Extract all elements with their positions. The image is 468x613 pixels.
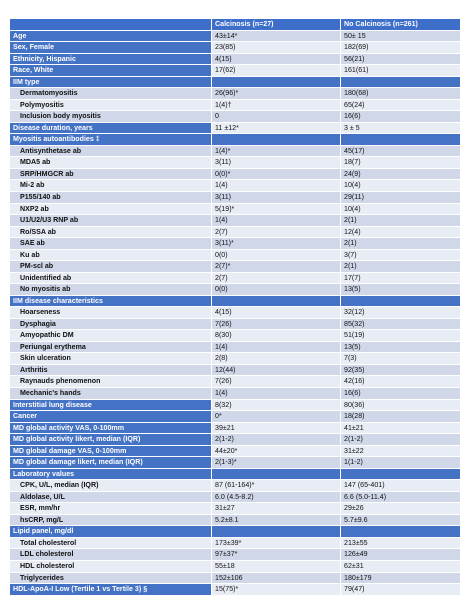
- cell-calcinosis: 0(0)*: [211, 169, 340, 180]
- cell-no-calcinosis: 10(4): [340, 204, 460, 215]
- cell-no-calcinosis: 45(17): [340, 146, 460, 157]
- row-label: No myositis ab: [20, 285, 71, 294]
- cell-no-calcinosis: 180±179: [340, 573, 460, 584]
- row-label: NXP2 ab: [20, 204, 49, 213]
- cell-no-calcinosis: 182(69): [340, 42, 460, 53]
- table-row: [10, 457, 460, 469]
- cell-calcinosis: 8(32): [211, 400, 340, 411]
- cell-no-calcinosis: 10(4): [340, 180, 460, 191]
- cell-no-calcinosis: 2(1): [340, 261, 460, 272]
- cell-no-calcinosis: 180(68): [340, 88, 460, 99]
- row-label: Cancer: [10, 411, 211, 422]
- cell-calcinosis: 12(44): [211, 365, 340, 376]
- table-row: [10, 319, 460, 331]
- table-row: [10, 584, 460, 596]
- cell-no-calcinosis: 24(9): [340, 169, 460, 180]
- cell-calcinosis: 4(15): [211, 307, 340, 318]
- table-row: [10, 515, 460, 527]
- row-label: Raynauds phenomenon: [20, 377, 101, 386]
- cell-calcinosis: 4(15): [211, 54, 340, 65]
- row-label: Ku ab: [20, 250, 40, 259]
- table-row: [10, 411, 460, 423]
- cell-calcinosis: 1(4)*: [211, 146, 340, 157]
- row-label: Disease duration, years: [10, 123, 211, 134]
- cell-no-calcinosis: [340, 526, 460, 537]
- cell-calcinosis: 2(1-3)*: [211, 457, 340, 468]
- table-row: [10, 123, 460, 135]
- cell-calcinosis: 3(11): [211, 157, 340, 168]
- cell-no-calcinosis: 13(5): [340, 342, 460, 353]
- cell-calcinosis: 43±14*: [211, 31, 340, 42]
- row-label: LDL cholesterol: [20, 550, 74, 559]
- row-label: ESR, mm/hr: [20, 504, 61, 513]
- table-row: [10, 250, 460, 262]
- row-label: Dysphagia: [20, 319, 56, 328]
- row-label: Mi-2 ab: [20, 181, 45, 190]
- table-body: [10, 31, 460, 596]
- table-row: [10, 353, 460, 365]
- table-row: [10, 503, 460, 515]
- row-label: SRP/HMGCR ab: [20, 169, 74, 178]
- row-label: MD global activity likert, median (IQR): [10, 434, 211, 445]
- cell-calcinosis: 5.2±8.1: [211, 515, 340, 526]
- cell-calcinosis: 1(4): [211, 215, 340, 226]
- cell-calcinosis: 0*: [211, 411, 340, 422]
- cell-calcinosis: 173±39*: [211, 538, 340, 549]
- row-label: MD global activity VAS, 0-100mm: [10, 423, 211, 434]
- table-row: [10, 307, 460, 319]
- characteristics-table: [10, 19, 460, 596]
- cell-no-calcinosis: 32(12): [340, 307, 460, 318]
- cell-no-calcinosis: 147 (65-401): [340, 480, 460, 491]
- table-row: [10, 157, 460, 169]
- cell-no-calcinosis: 65(24): [340, 100, 460, 111]
- cell-calcinosis: [211, 77, 340, 88]
- cell-calcinosis: 44±20*: [211, 446, 340, 457]
- table-row: [10, 42, 460, 54]
- cell-no-calcinosis: 16(6): [340, 388, 460, 399]
- cell-no-calcinosis: 62±31: [340, 561, 460, 572]
- cell-calcinosis: 2(1-2): [211, 434, 340, 445]
- header-cell-calcinosis: Calcinosis (n=27): [211, 19, 340, 30]
- table-row: [10, 330, 460, 342]
- row-label: hsCRP, mg/L: [20, 515, 64, 524]
- table-row: [10, 54, 460, 66]
- header-cell-label: [10, 19, 211, 30]
- row-label: Mechanic's hands: [20, 389, 81, 397]
- cell-calcinosis: 2(7): [211, 227, 340, 238]
- cell-calcinosis: 15(75)*: [211, 584, 340, 595]
- cell-calcinosis: 23(85): [211, 42, 340, 53]
- table-row: [10, 423, 460, 435]
- section-row: [10, 469, 460, 481]
- cell-no-calcinosis: [340, 134, 460, 145]
- table-row: [10, 549, 460, 561]
- cell-calcinosis: 6.0 (4.5-8.2): [211, 492, 340, 503]
- table-row: [10, 31, 460, 43]
- cell-no-calcinosis: 80(36): [340, 400, 460, 411]
- cell-no-calcinosis: 213±55: [340, 538, 460, 549]
- table-row: [10, 480, 460, 492]
- row-label: Age: [10, 31, 211, 42]
- cell-no-calcinosis: 79(47): [340, 584, 460, 595]
- table-row: [10, 376, 460, 388]
- cell-no-calcinosis: 3(7): [340, 250, 460, 261]
- cell-calcinosis: 1(4): [211, 180, 340, 191]
- row-label: P155/140 ab: [20, 192, 61, 201]
- row-label: Unidentified ab: [20, 273, 72, 282]
- row-label: Skin ulceration: [20, 354, 71, 363]
- cell-calcinosis: [211, 526, 340, 537]
- cell-no-calcinosis: 6.6 (5.0-11.4): [340, 492, 460, 503]
- row-label: Polymyositis: [20, 100, 64, 109]
- row-label: Sex, Female: [10, 42, 211, 53]
- cell-no-calcinosis: 2(1): [340, 238, 460, 249]
- cell-no-calcinosis: 31±22: [340, 446, 460, 457]
- cell-calcinosis: 1(4): [211, 342, 340, 353]
- cell-calcinosis: 39±21: [211, 423, 340, 434]
- table-row: [10, 261, 460, 273]
- table-row: [10, 238, 460, 250]
- table-row: [10, 88, 460, 100]
- cell-no-calcinosis: 7(3): [340, 353, 460, 364]
- cell-calcinosis: 8(30): [211, 330, 340, 341]
- row-label: Amyopathic DM: [20, 331, 74, 340]
- table-row: [10, 365, 460, 377]
- table-row: [10, 180, 460, 192]
- cell-no-calcinosis: 56(21): [340, 54, 460, 65]
- row-label: MD global damage likert, median (IQR): [10, 457, 211, 468]
- row-label: MDA5 ab: [20, 158, 51, 167]
- table-row: [10, 146, 460, 158]
- cell-no-calcinosis: 41±21: [340, 423, 460, 434]
- cell-calcinosis: [211, 296, 340, 307]
- table-row: [10, 400, 460, 412]
- row-label: Arthritis: [20, 365, 48, 374]
- row-label: Antisynthetase ab: [20, 146, 82, 155]
- table-row: [10, 215, 460, 227]
- cell-calcinosis: 1(4)†: [211, 100, 340, 111]
- row-label: CPK, U/L, median (IQR): [20, 481, 99, 490]
- cell-calcinosis: 55±18: [211, 561, 340, 572]
- cell-calcinosis: 17(62): [211, 65, 340, 76]
- cell-calcinosis: 7(26): [211, 376, 340, 387]
- row-label: IIM type: [13, 77, 40, 86]
- cell-calcinosis: 2(8): [211, 353, 340, 364]
- section-row: [10, 296, 460, 308]
- row-label: SAE ab: [20, 239, 45, 248]
- row-label: Lipid panel, mg/dl: [13, 527, 74, 536]
- table-row: [10, 538, 460, 550]
- cell-calcinosis: 152±106: [211, 573, 340, 584]
- cell-calcinosis: 0: [211, 111, 340, 122]
- cell-calcinosis: 3(11): [211, 192, 340, 203]
- section-row: [10, 134, 460, 146]
- row-label: U1/U2/U3 RNP ab: [20, 216, 79, 225]
- cell-no-calcinosis: 18(28): [340, 411, 460, 422]
- cell-no-calcinosis: 1(1-2): [340, 457, 460, 468]
- row-label: Hoarseness: [20, 308, 61, 317]
- row-label: Dermatomyositis: [20, 89, 78, 98]
- cell-calcinosis: 26(96)*: [211, 88, 340, 99]
- row-label: Laboratory values: [13, 469, 75, 478]
- cell-calcinosis: 87 (61-164)*: [211, 480, 340, 491]
- cell-no-calcinosis: 85(32): [340, 319, 460, 330]
- row-label: Total cholesterol: [20, 538, 77, 547]
- cell-calcinosis: 11 ±12*: [211, 123, 340, 134]
- cell-calcinosis: 2(7)*: [211, 261, 340, 272]
- row-label: Ethnicity, Hispanic: [10, 54, 211, 65]
- cell-calcinosis: [211, 134, 340, 145]
- cell-no-calcinosis: 3 ± 5: [340, 123, 460, 134]
- row-label: Triglycerides: [20, 573, 64, 582]
- cell-calcinosis: 2(7): [211, 273, 340, 284]
- table-row: [10, 492, 460, 504]
- cell-calcinosis: 97±37*: [211, 549, 340, 560]
- table-row: [10, 388, 460, 400]
- cell-calcinosis: 0(0): [211, 250, 340, 261]
- cell-no-calcinosis: 50± 15: [340, 31, 460, 42]
- cell-calcinosis: 7(26): [211, 319, 340, 330]
- cell-calcinosis: 31±27: [211, 503, 340, 514]
- cell-calcinosis: 0(0): [211, 284, 340, 295]
- row-label: Race, White: [10, 65, 211, 76]
- cell-no-calcinosis: 42(16): [340, 376, 460, 387]
- cell-calcinosis: 3(11)*: [211, 238, 340, 249]
- row-label: HDL cholesterol: [20, 561, 75, 570]
- row-label: PM-scl ab: [20, 262, 54, 271]
- header-cell-no-calcinosis: No Calcinosis (n=261): [340, 19, 460, 30]
- row-label: IIM disease characteristics: [13, 296, 103, 305]
- cell-calcinosis: [211, 469, 340, 480]
- table-row: [10, 169, 460, 181]
- row-label: MD global damage VAS, 0-100mm: [10, 446, 211, 457]
- cell-no-calcinosis: [340, 77, 460, 88]
- cell-no-calcinosis: 92(35): [340, 365, 460, 376]
- table-row: [10, 204, 460, 216]
- cell-no-calcinosis: 13(5): [340, 284, 460, 295]
- cell-no-calcinosis: 51(19): [340, 330, 460, 341]
- table-row: [10, 100, 460, 112]
- cell-no-calcinosis: 29±26: [340, 503, 460, 514]
- cell-no-calcinosis: 17(7): [340, 273, 460, 284]
- cell-no-calcinosis: 18(7): [340, 157, 460, 168]
- row-label: Aldolase, U/L: [20, 492, 65, 501]
- cell-no-calcinosis: [340, 469, 460, 480]
- section-row: [10, 77, 460, 89]
- table-row: [10, 227, 460, 239]
- table-row: [10, 192, 460, 204]
- cell-no-calcinosis: 12(4): [340, 227, 460, 238]
- cell-no-calcinosis: 29(11): [340, 192, 460, 203]
- table-row: [10, 573, 460, 585]
- table-row: [10, 561, 460, 573]
- cell-no-calcinosis: 16(6): [340, 111, 460, 122]
- cell-calcinosis: 5(19)*: [211, 204, 340, 215]
- table-row: [10, 273, 460, 285]
- row-label: Inclusion body myositis: [20, 112, 101, 121]
- table-row: [10, 342, 460, 354]
- table-row: [10, 65, 460, 77]
- cell-no-calcinosis: 5.7±9.6: [340, 515, 460, 526]
- section-row: [10, 526, 460, 538]
- table-row: [10, 434, 460, 446]
- table-row: [10, 111, 460, 123]
- cell-no-calcinosis: 126±49: [340, 549, 460, 560]
- row-label: Myositis autoantibodies ‡: [13, 135, 100, 144]
- table-row: [10, 284, 460, 296]
- row-label: Interstitial lung disease: [10, 400, 211, 411]
- cell-no-calcinosis: 2(1): [340, 215, 460, 226]
- table-row: [10, 446, 460, 458]
- table-header-row: [10, 19, 460, 31]
- cell-calcinosis: 1(4): [211, 388, 340, 399]
- cell-no-calcinosis: [340, 296, 460, 307]
- row-label: HDL-ApoA-I Low (Tertile 1 vs Tertile 3) §: [10, 584, 211, 595]
- row-label: Ro/SSA ab: [20, 227, 56, 236]
- cell-no-calcinosis: 161(61): [340, 65, 460, 76]
- cell-no-calcinosis: 2(1-2): [340, 434, 460, 445]
- row-label: Periungal erythema: [20, 342, 86, 351]
